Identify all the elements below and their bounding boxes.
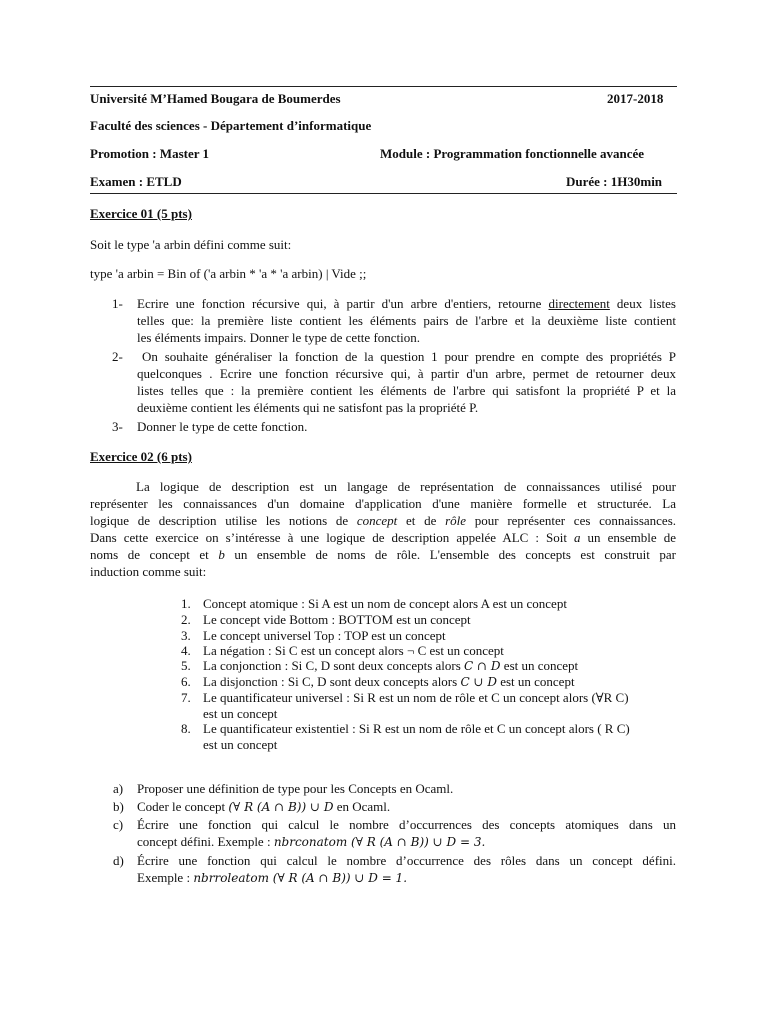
promotion-label: Promotion : Master 1 <box>90 146 210 161</box>
exercise-2-para-line-1: La logique de description est un langage de représentation de connaissances utilisé pour <box>136 479 676 494</box>
question-2-line-4: deuxième contient les éléments qui ne satisfont pas la propriété P. <box>137 400 479 415</box>
concept-item-4-number: 4. <box>181 643 191 658</box>
para-3-text-a: logique de description utilise les notions de <box>90 513 357 528</box>
item-5-math: C ∩ D <box>464 659 501 673</box>
question-1-text-a: Ecrire une fonction récursive qui, à partir d'un arbre d'entiers, retourne <box>137 296 549 311</box>
question-b-text-a: Coder le concept <box>137 799 229 814</box>
concept-item-5-number: 5. <box>181 658 191 673</box>
question-a-letter: a) <box>113 781 124 796</box>
concept-item-3-number: 3. <box>181 628 191 643</box>
concept-item-1-number: 1. <box>181 596 191 611</box>
item-5-text-b: est un concept <box>500 658 579 673</box>
question-b-math: (∀ R (A ∩ B)) ∪ D <box>228 800 334 814</box>
university-name: Université M’Hamed Bougara de Boumerdes <box>90 91 341 106</box>
exercise-2-title: Exercice 02 (6 pts) <box>90 449 192 464</box>
exercise-2-para-line-5 <box>90 547 676 563</box>
exercise-2-para-line-2: représenter les connaissances d'un domaine d'application d'une manière formelle et structurée. La <box>90 496 676 511</box>
item-6-text-a: La disjonction : Si C, D sont deux concepts alors <box>203 674 461 689</box>
concept-item-6-text <box>203 674 575 690</box>
faculty-name: Faculté des sciences - Département d’informatique <box>90 118 372 133</box>
duration-label: Durée : 1H30min <box>566 174 663 189</box>
question-1-line-3: les éléments impairs. Donner le type de cette fonction. <box>137 330 421 345</box>
concept-item-7-continuation: est un concept <box>203 706 278 721</box>
concept-item-1-text: Concept atomique : Si A est un nom de concept alors A est un concept <box>203 596 567 611</box>
question-c-continuation <box>137 834 485 850</box>
para-4-var-a: a <box>574 530 581 545</box>
concept-item-8-text: Le quantificateur existentiel : Si R est un nom de rôle et C un concept alors ( R C) <box>203 721 630 736</box>
exercise-2-para-line-3 <box>90 513 676 529</box>
question-d-continuation <box>137 870 407 886</box>
module-label: Module : Programmation fonctionnelle avancée <box>380 146 645 161</box>
question-1-number: 1- <box>112 296 123 311</box>
question-2-number: 2- <box>112 349 123 364</box>
item-6-text-b: est un concept <box>496 674 575 689</box>
academic-year: 2017-2018 <box>607 91 664 106</box>
question-2-line-1: On souhaite généraliser la fonction de la question 1 pour prendre en compte des propriétés P <box>142 349 676 364</box>
header-bottom-rule <box>90 193 677 194</box>
question-d-text: Écrire une fonction qui calcul le nombre d’occurrence des rôles dans un concept défini. <box>137 853 676 868</box>
question-d-letter: d) <box>113 853 124 868</box>
type-definition: type 'a arbin = Bin of ('a arbin * 'a * 'a arbin) | Vide ;; <box>90 266 367 281</box>
exam-label: Examen : ETLD <box>90 174 182 189</box>
para-5-text-c: un ensemble de noms de rôle. L'ensemble des concepts est construit par <box>224 547 676 562</box>
para-5-var-b: b <box>218 547 225 562</box>
concept-item-4-text: La négation : Si C est un concept alors ¬ C est un concept <box>203 643 504 658</box>
concept-item-3-text: Le concept universel Top : TOP est un concept <box>203 628 446 643</box>
question-2-line-2: quelconques . Ecrire une fonction récursive qui, à partir d'un arbre, permet de retourner deux <box>137 366 676 381</box>
exercise-2-para-line-6: induction comme suit: <box>90 564 207 579</box>
concept-item-8-number: 8. <box>181 721 191 736</box>
question-b-text-b: en Ocaml. <box>333 799 391 814</box>
question-a-text: Proposer une définition de type pour les Concepts en Ocaml. <box>137 781 454 796</box>
concept-item-8-continuation: est un concept <box>203 737 278 752</box>
question-c-text: Écrire une fonction qui calcul le nombre d’occurrences des concepts atomiques dans un <box>137 817 676 832</box>
para-4-text-c: un ensemble de <box>580 530 676 545</box>
question-d-math: nbrroleatom (∀ R (A ∩ B)) ∪ D = 1. <box>193 871 408 885</box>
concept-item-5-text <box>203 658 578 674</box>
concept-item-7-text: Le quantificateur universel : Si R est un nom de rôle et C un concept alors (∀R C) <box>203 690 629 705</box>
question-c-cont-a: concept défini. Exemple : <box>137 834 274 849</box>
para-5-text-a: noms de concept et <box>90 547 219 562</box>
concept-item-2-text: Le concept vide Bottom : BOTTOM est un concept <box>203 612 471 627</box>
item-6-math: C ∪ D <box>460 675 497 689</box>
question-1-line-1 <box>137 296 676 312</box>
header-top-rule <box>90 86 677 87</box>
question-b-letter: b) <box>113 799 124 814</box>
para-4-text-a: Dans cette exercice on s’intéresse à une logique de description appelée ALC : Soit <box>90 530 575 545</box>
question-3-text: Donner le type de cette fonction. <box>137 419 308 434</box>
exercise-1-title: Exercice 01 (5 pts) <box>90 206 192 221</box>
para-3-text-e: pour représenter ces connaissances. <box>466 513 677 528</box>
para-3-role: rôle <box>445 513 467 528</box>
question-c-letter: c) <box>113 817 124 832</box>
para-3-text-c: et de <box>397 513 446 528</box>
question-1-line-2: telles que: la première liste contient les éléments pairs de l'arbre et la deuxième liste contient <box>137 313 676 328</box>
exercise-1-intro: Soit le type 'a arbin défini comme suit: <box>90 237 292 252</box>
question-c-math: nbrconatom (∀ R (A ∩ B)) ∪ D = 3. <box>273 835 486 849</box>
question-3-number: 3- <box>112 419 123 434</box>
concept-item-6-number: 6. <box>181 674 191 689</box>
question-1-text-b: deux listes <box>609 296 676 311</box>
concept-item-2-number: 2. <box>181 612 191 627</box>
exercise-2-para-line-4 <box>90 530 676 546</box>
para-3-concept: concept <box>356 513 398 528</box>
item-5-text-a: La conjonction : Si C, D sont deux concepts alors <box>203 658 465 673</box>
question-b-text <box>137 799 390 815</box>
question-d-cont-a: Exemple : <box>137 870 194 885</box>
concept-item-7-number: 7. <box>181 690 191 705</box>
question-1-underlined: directement <box>548 296 610 311</box>
question-2-line-3: listes telles que : la première contient les éléments de l'arbre qui satisfont la propriété P et la <box>137 383 676 398</box>
